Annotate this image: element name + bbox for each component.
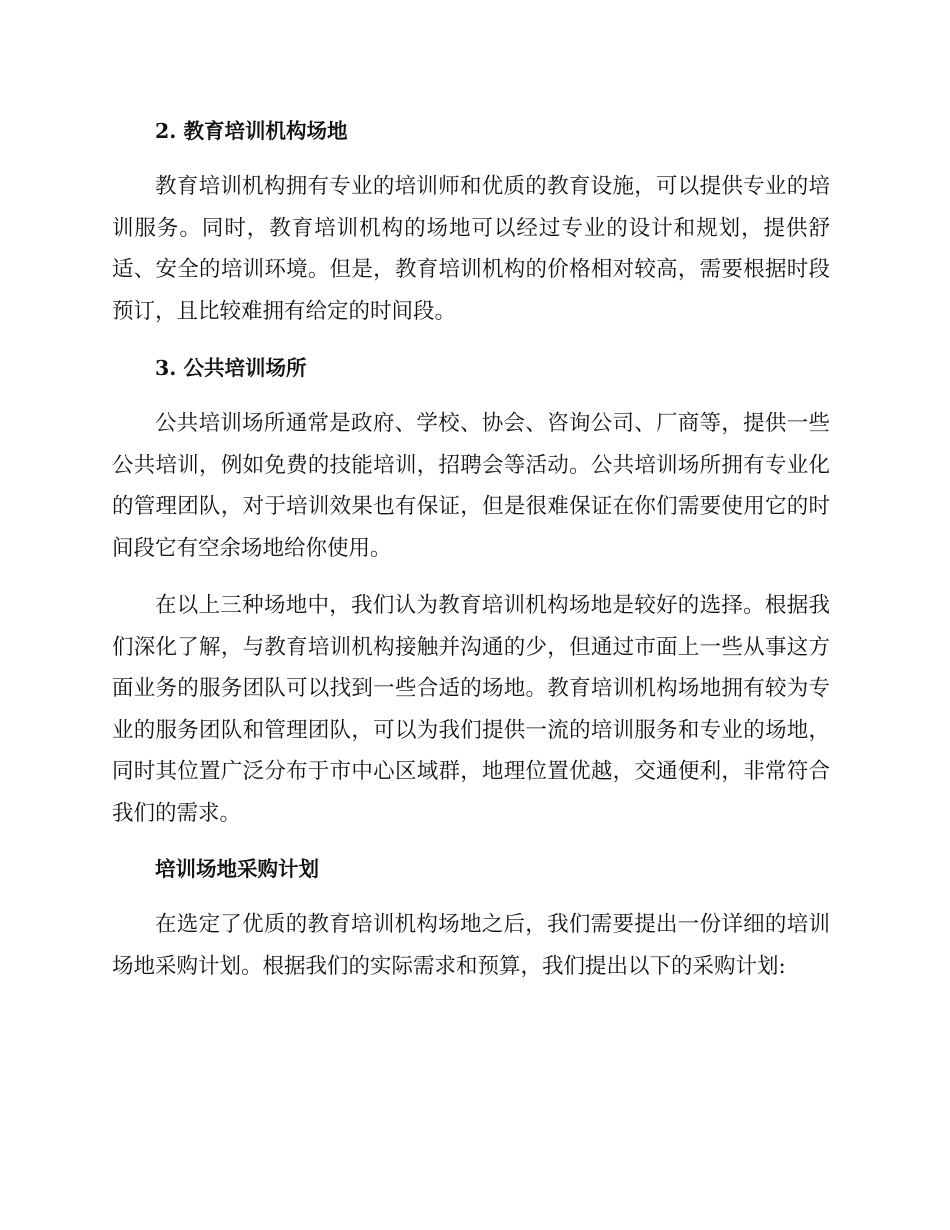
section-heading-procurement-plan: 培训场地采购计划 <box>155 857 319 881</box>
section-heading-education-venue: 2. 教育培训机构场地 <box>155 119 348 143</box>
paragraph-public-venue: 公共培训场所通常是政府、学校、协会、咨询公司、厂商等，提供一些公共培训，例如免费的技能培训，招聘会等活动。公共培训场所拥有专业化的管理团队，对于培训效果也有保证，但是很难保证在你们需要使用它的时间段它有空余场地给你使用。 <box>112 411 830 561</box>
section-heading-public-venue: 3. 公共培训场所 <box>155 356 307 380</box>
paragraph-procurement-plan: 在选定了优质的教育培训机构场地之后，我们需要提出一份详细的培训场地采购计划。根据我们的实际需求和预算，我们提出以下的采购计划: <box>112 912 830 979</box>
paragraph-venue-choice: 在以上三种场地中，我们认为教育培训机构场地是较好的选择。根据我们深化了解，与教育培训机构接触并沟通的少，但通过市面上一些从事这方面业务的服务团队可以找到一些合适的场地。教育培训机构场地拥有较为专业的服务团队和管理团队，可以为我们提供一流的培训服务和专业的场地，同时其位置广泛分布于市中心区域群，地理位置优越，交通便利，非常符合我们的需求。 <box>112 593 830 826</box>
paragraph-education-venue: 教育培训机构拥有专业的培训师和优质的教育设施，可以提供专业的培训服务。同时，教育培训机构的场地可以经过专业的设计和规划，提供舒适、安全的培训环境。但是，教育培训机构的价格相对较高，需要根据时段预订，且比较难拥有给定的时间段。 <box>112 174 830 324</box>
